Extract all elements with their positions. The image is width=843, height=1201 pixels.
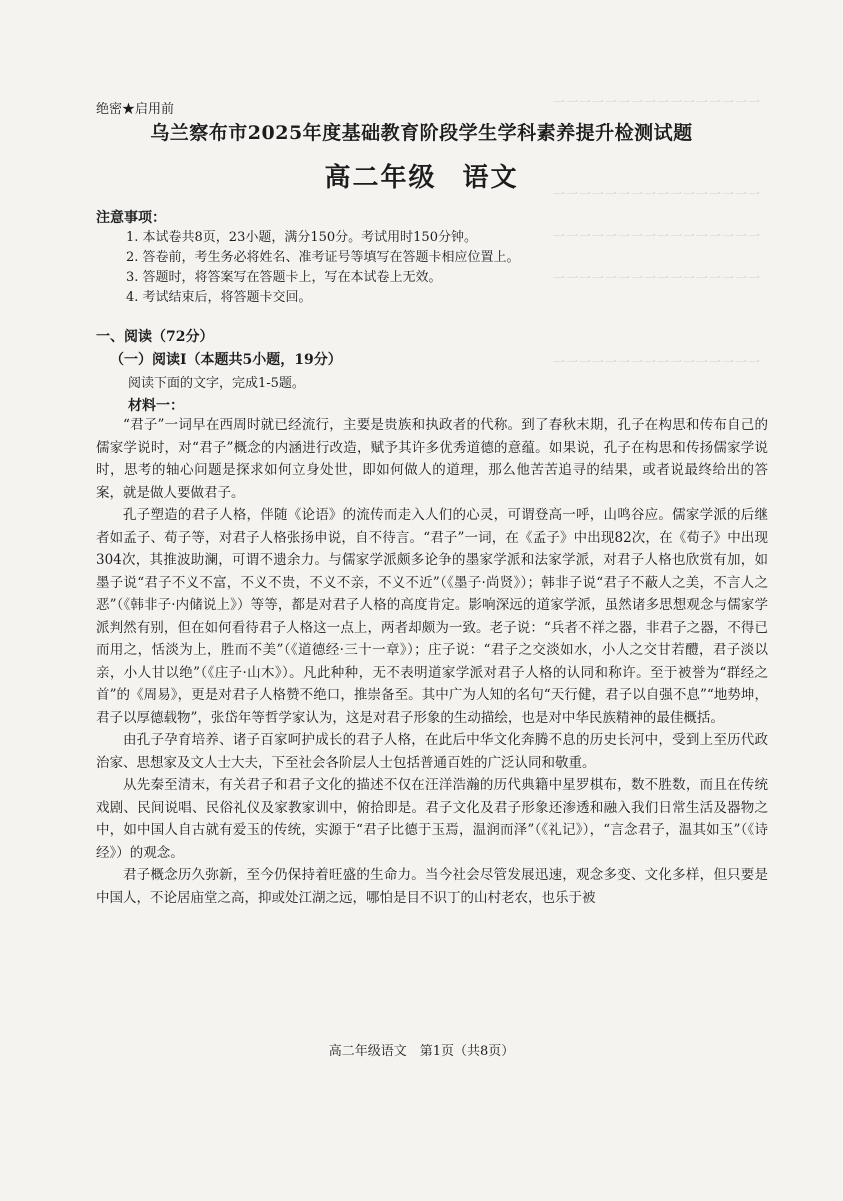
notes-item: 1. 本试卷共8页，23小题，满分150分。考试用时150分钟。 [126,230,477,245]
bleed-through-mark: 一一一一一一一一一一一一一一一一 [553,355,762,369]
confidential-label: 绝密★启用前 [96,102,175,117]
exam-title: 乌兰察布市2025年度基础教育阶段学生学科素养提升检测试题 [150,122,693,144]
bleed-through-mark: 一一一一一一一一一一一一一一一一 [553,187,762,201]
page-footer: 高二年级语文 第1页（共8页） [328,1044,515,1059]
section-heading: 一、阅读（72分） [96,329,214,345]
material-label: 材料一： [128,398,184,414]
passage-paragraph: 从先秦至清末，有关君子和君子文化的描述不仅在汪洋浩瀚的历代典籍中星罗棋布，数不胜数，而且在传统戏剧、民间说唱、民俗礼仪及家教家训中，俯拾即是。君子文化及君子形象还渗透和融入我们日常生活及器物之中，如中国人自古就有爱玉的传统，实源于“君子比德于玉焉，温润而泽”（《礼记》），“言念君子，温其如玉”（《诗经》）的观念。 [96,777,768,861]
bleed-through-mark: 一一一一一一一一一一一一一一一一 [553,95,762,109]
bleed-through-mark: 一一一一一一一一一一一一一一一一 [553,271,762,285]
passage-paragraph: 由孔子孕育培养、诸子百家呵护成长的君子人格，在此后中华文化奔腾不息的历史长河中，受到上至历代政治家、思想家及文人士大夫，下至社会各阶层人士包括普通百姓的广泛认同和敬重。 [96,732,768,771]
reading-passage [96,414,768,909]
subject-label: 语文 [462,163,519,193]
notes-heading: 注意事项： [96,210,166,226]
passage-paragraph: 孔子塑造的君子人格，伴随《论语》的流传而走入人们的心灵，可谓登高一呼，山鸣谷应。儒家学派的后继者如孟子、荀子等，对君子人格张扬申说，自不待言。“君子”一词，在《孟子》中出现82次，在《荀子》中出现304次，其推波助澜，可谓不遗余力。与儒家学派颇多论争的墨家学派和法家学派，对君子人格也欣赏有加，如墨子说“君子不义不富，不义不贵，不义不亲，不义不近”（《墨子·尚贤》）；韩非子说“君子不蔽人之美，不言人之恶”（《韩非子·内储说上》）等等，都是对君子人格的高度肯定。影响深远的道家学派，虽然诸多思想观念与儒家学派判然有别，但在如何看待君子人格这一点上，两者却颇为一致。老子说：“兵者不祥之器，非君子之器，不得已而用之，恬淡为上，胜而不美”（《道德经·三十一章》）；庄子说：“君子之交淡如水，小人之交甘若醴，君子淡以亲，小人甘以绝”（《庄子·山木》）。凡此种种，无不表明道家学派对君子人格的认同和称许。至于被誉为“群经之首”的《周易》，更是对君子人格赞不绝口，推崇备至。其中广为人知的名句“天行健，君子以自强不息”“地势坤，君子以厚德载物”，张岱年等哲学家认为，这是对君子形象的生动描绘，也是对中华民族精神的最佳概括。 [96,507,768,726]
bleed-through-mark: 一一一一一一一一一一一一一一一一 [553,229,762,243]
passage-paragraph: “君子”一词早在西周时就已经流行，主要是贵族和执政者的代称。到了春秋末期，孔子在构思和传布自己的儒家学说时，对“君子”概念的内涵进行改造，赋予其许多优秀道德的意蕴。如果说，孔子在构思和传扬儒家学说时，思考的轴心问题是探求如何立身处世，即如何做人的道理，那么他苦苦追寻的结果，或者说最终给出的答案，就是做人要做君子。 [96,417,768,501]
grade-label: 高二年级 [324,163,437,193]
reading-instruction: 阅读下面的文字，完成1-5题。 [128,376,305,391]
passage-paragraph: 君子概念历久弥新，至今仍保持着旺盛的生命力。当今社会尽管发展迅速，观念多变、文化多样，但只要是中国人，不论居庙堂之高，抑或处江湖之远，哪怕是目不识丁的山村老农，也乐于被 [96,867,768,906]
notes-item: 2. 答卷前，考生务必将姓名、准考证号等填写在答题卡相应位置上。 [126,250,520,265]
subsection-heading: （一）阅读Ⅰ（本题共5小题，19分） [110,352,342,368]
exam-subtitle [0,157,843,194]
notes-list [126,228,520,308]
notes-item: 4. 考试结束后，将答题卡交回。 [126,290,312,305]
notes-item: 3. 答题时，将答案写在答题卡上，写在本试卷上无效。 [126,270,442,285]
